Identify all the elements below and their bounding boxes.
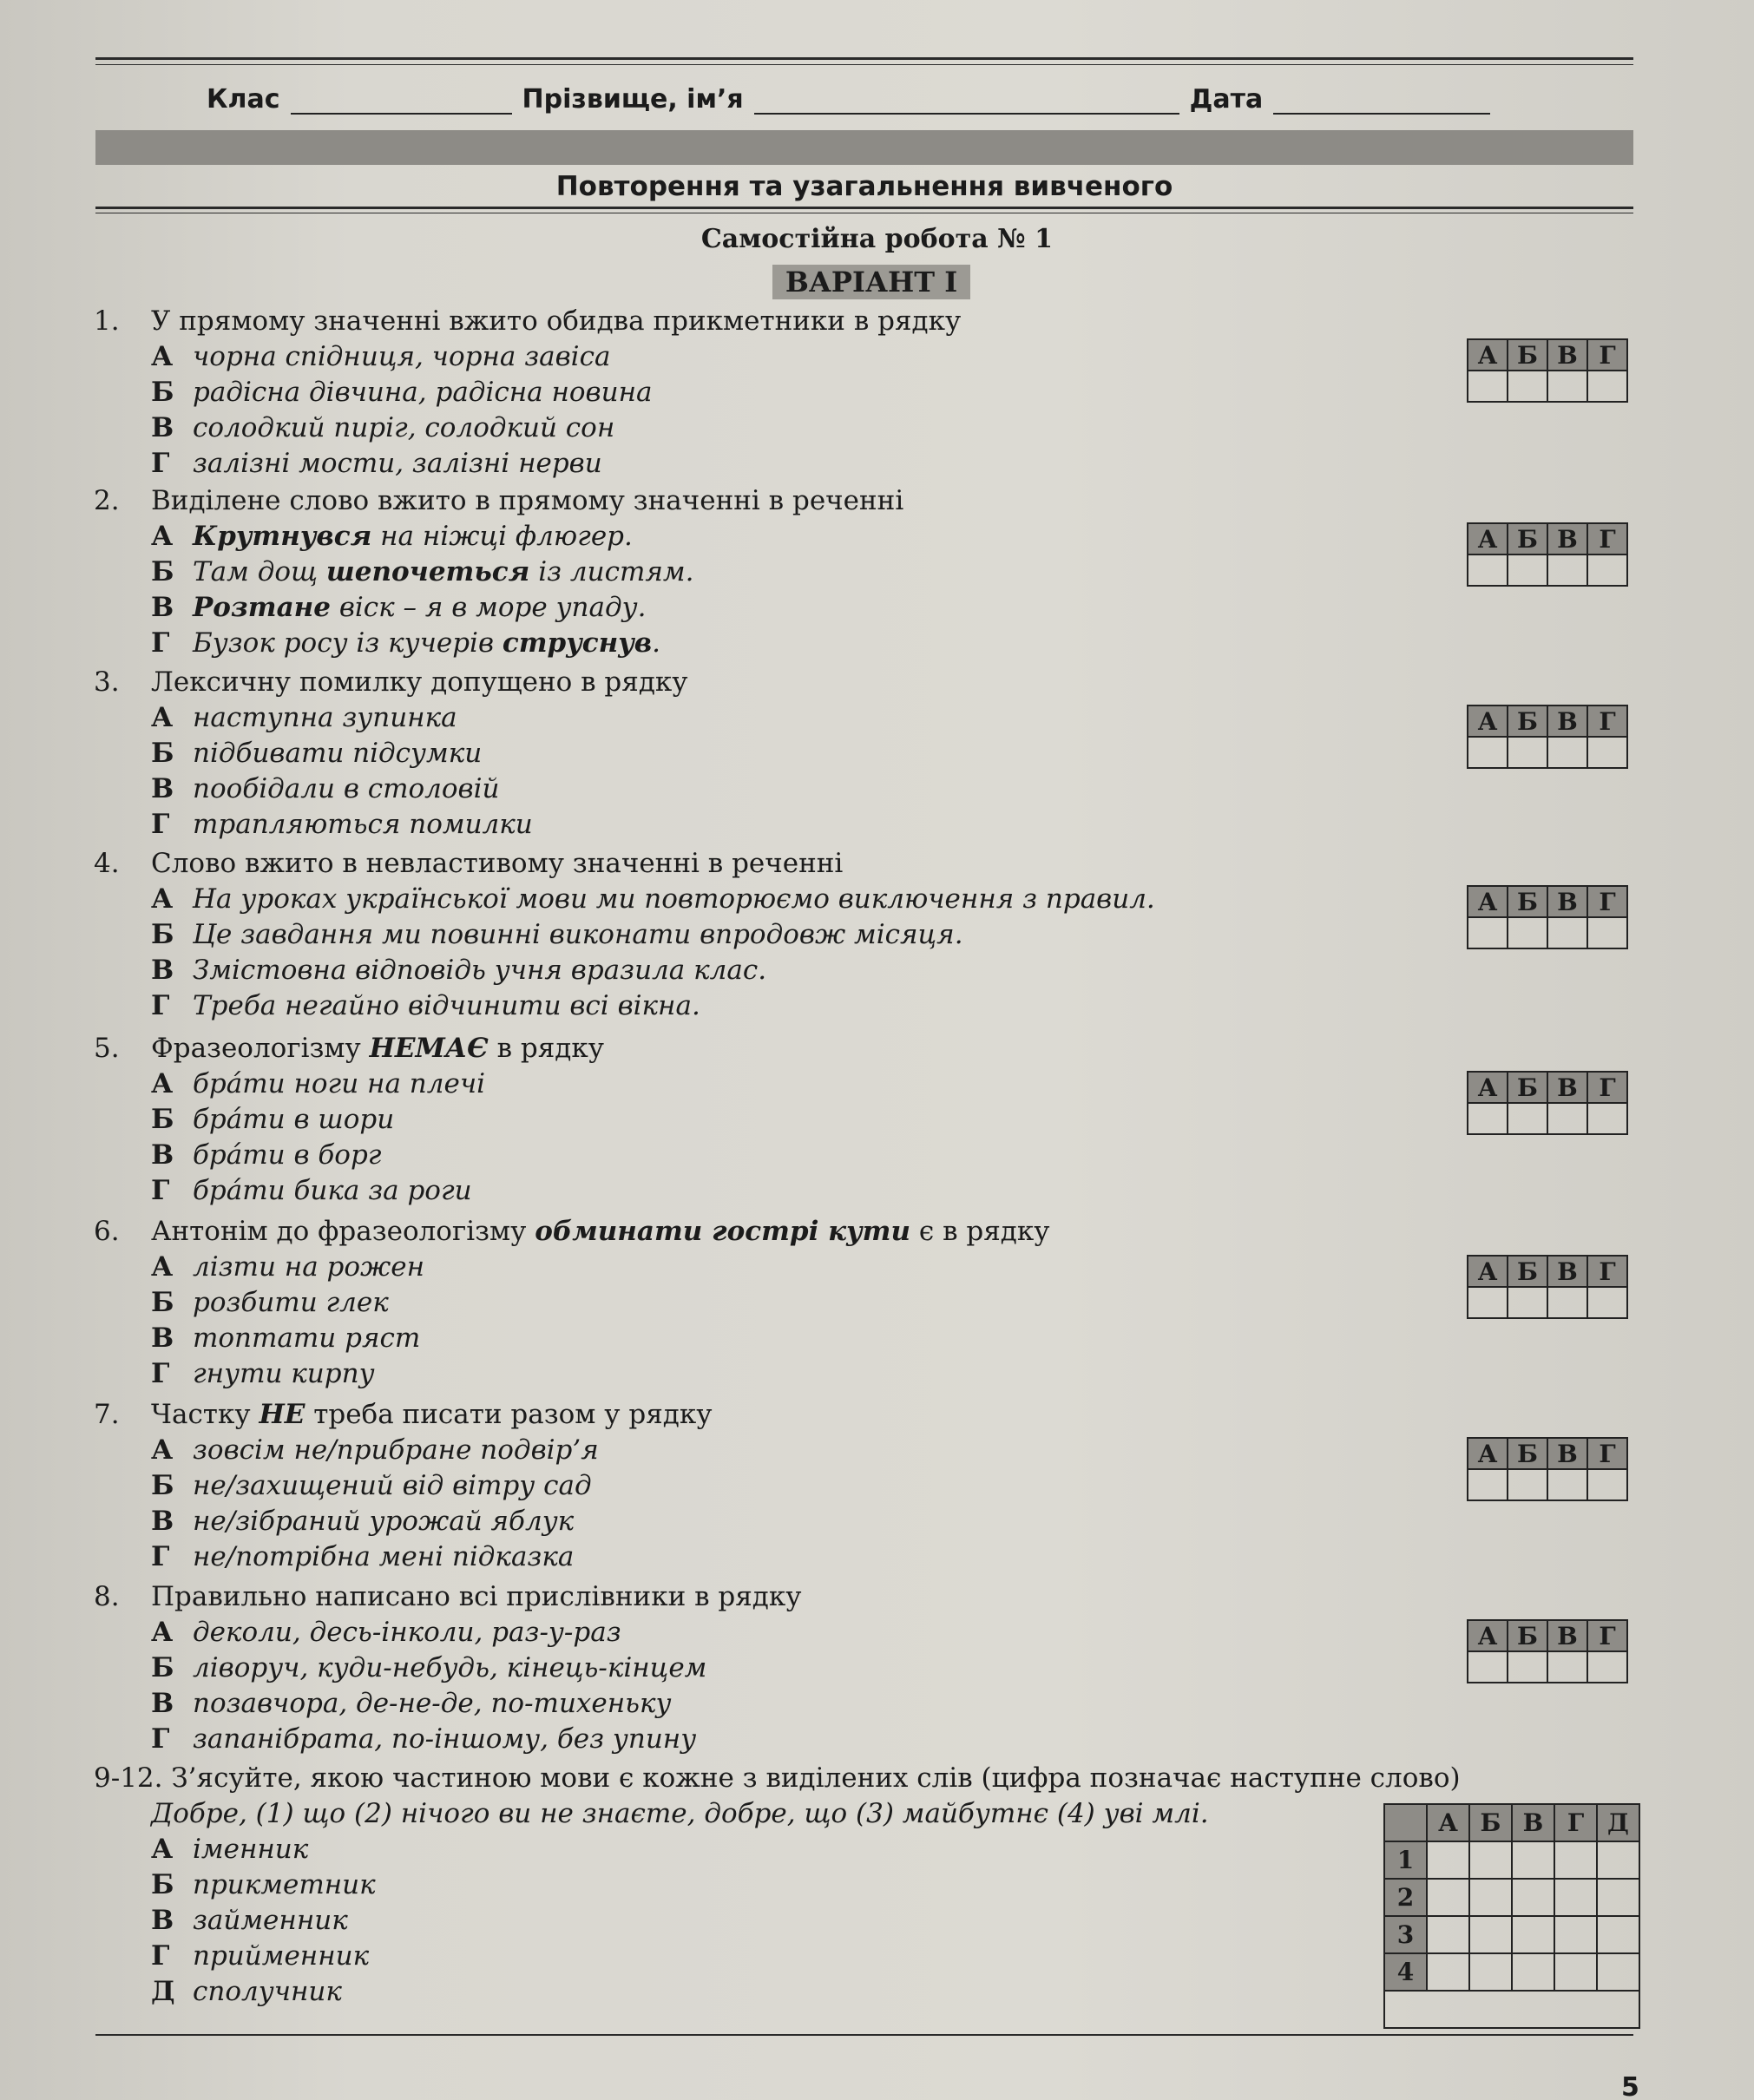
header-band <box>95 130 1633 165</box>
option-letter: Б <box>151 1104 174 1135</box>
top-rule <box>95 57 1633 60</box>
option-c <box>94 590 1569 626</box>
option-a <box>94 519 1569 555</box>
grid-header-a: А <box>1468 523 1508 555</box>
option-letter: В <box>151 1506 174 1537</box>
answer-cell[interactable] <box>1469 1879 1512 1916</box>
option-letter: Г <box>151 1940 170 1972</box>
grid-header-d: Г <box>1587 1256 1627 1287</box>
option-text: прикметник <box>193 1869 376 1900</box>
option-text: чорна спідниця, чорна завіса <box>193 341 611 372</box>
option-text: не/потрібна мені підказка <box>193 1541 575 1572</box>
question-stem: Виділене слово вжито в прямому значенні в реченні <box>151 485 904 516</box>
option-c <box>94 953 1569 988</box>
answer-grid-q8 <box>1467 1619 1628 1683</box>
grid-header-c: В <box>1547 886 1587 917</box>
option-letter: А <box>151 1617 174 1648</box>
class-label: Клас <box>207 84 280 115</box>
question-stem: треба писати разом у рядку <box>305 1399 713 1430</box>
answer-cell[interactable] <box>1547 1651 1587 1683</box>
option-letter: Б <box>151 1652 174 1683</box>
answer-cell[interactable] <box>1587 737 1627 768</box>
question-stem: Фразеологізму <box>151 1033 370 1064</box>
answer-cell[interactable] <box>1508 737 1547 768</box>
option-text: ліворуч, куди-небудь, кінець-кінцем <box>193 1652 707 1683</box>
option-a <box>94 339 1569 375</box>
option-letter: Д <box>151 1976 175 2007</box>
question-stem: З’ясуйте, якою частиною мови є кожне з виділених слів (цифра позначає наступне слово) <box>171 1762 1461 1794</box>
grid-header-d: Г <box>1587 523 1627 555</box>
option-text: бра́ти ноги на плечі <box>193 1068 486 1099</box>
question-1 <box>94 304 1569 482</box>
question-number: 2. <box>94 485 120 516</box>
date-field[interactable] <box>1273 89 1490 115</box>
option-c <box>94 1138 1569 1173</box>
option-b <box>94 736 1569 771</box>
question-number: 6. <box>94 1216 120 1247</box>
option-text: віск – я в море упаду. <box>330 592 647 623</box>
answer-cell[interactable] <box>1468 371 1508 402</box>
option-d <box>94 1356 1569 1392</box>
option-letter: А <box>151 883 174 915</box>
grid-header-a: А <box>1468 1072 1508 1103</box>
answer-cell[interactable] <box>1427 1879 1469 1916</box>
option-b <box>94 1650 1569 1686</box>
answer-cell[interactable] <box>1508 371 1547 402</box>
grid-header-c: В <box>1547 1620 1587 1651</box>
grid-header-a: А <box>1468 1620 1508 1651</box>
option-text: зовсім не/прибране подвір’я <box>193 1434 599 1466</box>
option-letter: Б <box>151 1869 174 1900</box>
question-stem: Слово вжито в невластивому значенні в реченні <box>151 848 844 879</box>
grid-header-d: Г <box>1587 1438 1627 1469</box>
grid-header-b: Б <box>1508 705 1547 737</box>
option-letter: В <box>151 1322 174 1354</box>
answer-grid-q1 <box>1467 338 1628 403</box>
question-number: 9-12. <box>94 1762 163 1794</box>
option-text: сполучник <box>193 1976 342 2007</box>
option-c <box>94 410 1569 446</box>
option-text: гнути кирпу <box>193 1358 375 1389</box>
answer-cell[interactable] <box>1427 1953 1469 1991</box>
grid-row-label: 3 <box>1384 1916 1427 1953</box>
question-2 <box>94 483 1569 661</box>
grid-header-b: Б <box>1508 1438 1547 1469</box>
option-letter: В <box>151 955 174 986</box>
option-text: трапляються помилки <box>193 809 533 840</box>
option-letter: Г <box>151 1358 170 1389</box>
question-number: 3. <box>94 666 120 698</box>
answer-cell[interactable] <box>1554 1953 1597 1991</box>
answer-cell[interactable] <box>1597 1879 1639 1916</box>
answer-cell[interactable] <box>1597 1916 1639 1953</box>
question-stem: Антонім до фразеологізму <box>151 1216 535 1247</box>
grid-header-e: Д <box>1597 1804 1639 1841</box>
grid-header-a: А <box>1468 1438 1508 1469</box>
option-letter: А <box>151 1251 174 1283</box>
question-stem: У прямому значенні вжито обидва прикметники в рядку <box>151 305 962 337</box>
question-number: 5. <box>94 1033 120 1064</box>
option-text: займенник <box>193 1905 348 1936</box>
grid-header-b: Б <box>1508 1256 1547 1287</box>
grid-header-b: Б <box>1508 1072 1547 1103</box>
option-d <box>94 626 1569 661</box>
grid-header-b: Б <box>1469 1804 1512 1841</box>
option-letter: Г <box>151 990 170 1021</box>
option-letter: А <box>151 521 174 552</box>
grid-header-c: В <box>1547 523 1587 555</box>
answer-cell[interactable] <box>1427 1916 1469 1953</box>
option-text: бра́ти в борг <box>193 1139 382 1171</box>
answer-grid-q7 <box>1467 1437 1628 1501</box>
answer-cell[interactable] <box>1554 1916 1597 1953</box>
option-letter: А <box>151 1434 174 1466</box>
option-d <box>94 988 1569 1024</box>
option-letter: Г <box>151 1175 170 1206</box>
answer-cell[interactable] <box>1468 917 1508 948</box>
option-text: топтати ряст <box>193 1322 421 1354</box>
grid-header-d: Г <box>1587 886 1627 917</box>
option-text: радісна дівчина, радісна новина <box>193 377 653 408</box>
name-label: Прізвище, ім’я <box>522 84 744 115</box>
answer-cell[interactable] <box>1597 1841 1639 1879</box>
answer-grid-q2 <box>1467 522 1628 587</box>
option-a <box>94 1433 1569 1468</box>
option-letter: В <box>151 412 174 443</box>
section-title: Повторення та узагальнення вивченого <box>555 171 1173 202</box>
answer-cell[interactable] <box>1547 555 1587 586</box>
option-text: пообідали в столовій <box>193 773 500 804</box>
option-text: підбивати підсумки <box>193 738 483 769</box>
grid-header-c: В <box>1547 1256 1587 1287</box>
answer-cell[interactable] <box>1597 1953 1639 1991</box>
answer-cell[interactable] <box>1547 371 1587 402</box>
question-7 <box>94 1397 1569 1575</box>
answer-cell[interactable] <box>1547 1287 1587 1318</box>
option-letter: В <box>151 592 174 623</box>
question-5 <box>94 1031 1569 1209</box>
option-c <box>94 1686 1569 1722</box>
option-b <box>94 1285 1569 1321</box>
option-letter: А <box>151 702 174 733</box>
answer-cell[interactable] <box>1587 1103 1627 1134</box>
grid-header-a: А <box>1468 705 1508 737</box>
option-letter: Г <box>151 448 170 479</box>
grid-footer-row <box>1384 1991 1639 2028</box>
emphasized-term: НЕМАЄ <box>369 1033 489 1064</box>
answer-cell[interactable] <box>1469 1916 1512 1953</box>
highlighted-word: струснув <box>502 627 653 659</box>
option-text: наступна зупинка <box>193 702 457 733</box>
question-stem: є в рядку <box>910 1216 1050 1247</box>
answer-cell[interactable] <box>1587 371 1627 402</box>
answer-cell[interactable] <box>1469 1841 1512 1879</box>
answer-cell[interactable] <box>1468 1287 1508 1318</box>
grid-header-b: Б <box>1508 339 1547 371</box>
option-text: деколи, десь-інколи, раз-у-раз <box>193 1617 621 1648</box>
option-text: не/захищений від вітру сад <box>193 1470 592 1501</box>
student-info-row <box>207 80 1526 115</box>
question-6 <box>94 1214 1569 1392</box>
answer-cell[interactable] <box>1468 1651 1508 1683</box>
option-b <box>94 555 1569 590</box>
option-letter: А <box>151 1068 174 1099</box>
option-text: Це завдання ми повинні виконати впродовж місяця. <box>193 919 963 950</box>
grid-header-a: А <box>1468 339 1508 371</box>
answer-cell[interactable] <box>1508 1287 1547 1318</box>
option-d <box>94 1722 1569 1757</box>
answer-cell[interactable] <box>1508 555 1547 586</box>
answer-cell[interactable] <box>1468 1103 1508 1134</box>
grid-row-label: 4 <box>1384 1953 1427 1991</box>
answer-cell[interactable] <box>1468 555 1508 586</box>
answer-grid-q3 <box>1467 705 1628 769</box>
answer-cell[interactable] <box>1512 1953 1554 1991</box>
grid-header-a: А <box>1468 886 1508 917</box>
option-text: не/зібраний урожай яблук <box>193 1506 575 1537</box>
option-text: Треба негайно відчинити всі вікна. <box>193 990 700 1021</box>
question-stem: Лексичну помилку допущено в рядку <box>151 666 688 698</box>
option-b <box>94 1102 1569 1138</box>
answer-cell[interactable] <box>1547 737 1587 768</box>
option-c <box>94 1321 1569 1356</box>
option-text: солодкий пиріг, солодкий сон <box>193 412 615 443</box>
emphasized-term: обминати гострі кути <box>535 1216 911 1247</box>
grid-header-c: В <box>1547 1072 1587 1103</box>
question-3 <box>94 665 1569 843</box>
question-number: 8. <box>94 1581 120 1612</box>
option-text: запанібрата, по-іншому, без упину <box>193 1723 697 1755</box>
grid-header-d: Г <box>1587 1072 1627 1103</box>
answer-cell[interactable] <box>1547 917 1587 948</box>
option-text: Там дощ <box>193 556 326 587</box>
option-d <box>94 807 1569 843</box>
option-b <box>94 1468 1569 1504</box>
answer-cell[interactable] <box>1547 1469 1587 1500</box>
answer-cell[interactable] <box>1427 1841 1469 1879</box>
question-4 <box>94 846 1569 1024</box>
class-field[interactable] <box>291 89 512 115</box>
name-field[interactable] <box>754 89 1179 115</box>
answer-cell[interactable] <box>1512 1841 1554 1879</box>
answer-cell[interactable] <box>1587 917 1627 948</box>
option-text: бра́ти в шори <box>193 1104 395 1135</box>
option-letter: А <box>151 1834 174 1865</box>
answer-cell[interactable] <box>1587 555 1627 586</box>
option-letter: Б <box>151 1287 174 1318</box>
option-text: лізти на рожен <box>193 1251 425 1283</box>
answer-cell[interactable] <box>1554 1879 1597 1916</box>
option-text: бра́ти бика за роги <box>193 1175 472 1206</box>
task-sentence-text: Добре, (1) що (2) нічого ви не знаєте, добре, що (3) майбутнє (4) уві млі. <box>151 1798 1209 1829</box>
emphasized-term: НЕ <box>259 1399 305 1430</box>
answer-grid-9-12 <box>1383 1803 1640 2029</box>
grid-header-c: В <box>1547 1438 1587 1469</box>
grid-header-d: Г <box>1587 1620 1627 1651</box>
option-d <box>94 446 1569 482</box>
top-rule-thin <box>95 64 1633 65</box>
grid-header-b: Б <box>1508 886 1547 917</box>
option-text: Змістовна відповідь учня вразила клас. <box>193 955 767 986</box>
answer-cell[interactable] <box>1547 1103 1587 1134</box>
highlighted-word: Розтане <box>193 592 331 623</box>
grid-row-label: 1 <box>1384 1841 1427 1879</box>
variant-badge: ВАРІАНТ І <box>772 265 970 299</box>
option-b <box>94 917 1569 953</box>
option-a <box>94 1250 1569 1285</box>
option-letter: Б <box>151 919 174 950</box>
question-8 <box>94 1579 1569 1757</box>
option-letter: Б <box>151 738 174 769</box>
grid-header-c: В <box>1512 1804 1554 1841</box>
grid-header-b: Б <box>1508 1620 1547 1651</box>
option-d <box>94 1173 1569 1209</box>
option-a <box>94 1615 1569 1650</box>
option-letter: А <box>151 341 174 372</box>
option-text: розбити глек <box>193 1287 389 1318</box>
option-letter: Б <box>151 1470 174 1501</box>
option-text: прийменник <box>193 1940 370 1972</box>
option-text: Бузок росу із кучерів <box>193 627 503 659</box>
answer-cell[interactable] <box>1468 1469 1508 1500</box>
option-letter: В <box>151 1905 174 1936</box>
title-rule <box>95 207 1633 209</box>
option-text: із листям. <box>529 556 694 587</box>
option-a <box>94 1066 1569 1102</box>
option-letter: Г <box>151 627 170 659</box>
option-a <box>94 700 1569 736</box>
answer-cell[interactable] <box>1469 1953 1512 1991</box>
highlighted-word: Крутнувся <box>193 521 372 552</box>
page-number: 5 <box>1621 2072 1639 2100</box>
option-letter: В <box>151 1139 174 1171</box>
answer-cell[interactable] <box>1508 1103 1547 1134</box>
option-text: залізні мости, залізні нерви <box>193 448 602 479</box>
answer-cell[interactable] <box>1508 917 1547 948</box>
answer-cell[interactable] <box>1508 1651 1547 1683</box>
answer-cell[interactable] <box>1512 1916 1554 1953</box>
option-letter: Г <box>151 1723 170 1755</box>
option-text: позавчора, де-не-де, по-тихеньку <box>193 1688 672 1719</box>
option-c <box>94 771 1569 807</box>
grid-corner <box>1384 1804 1427 1841</box>
option-d <box>94 1539 1569 1575</box>
option-text: іменник <box>193 1834 309 1865</box>
date-label: Дата <box>1189 84 1264 115</box>
work-title: Самостійна робота № 1 <box>700 224 1054 254</box>
option-letter: Б <box>151 556 174 587</box>
option-c <box>94 1504 1569 1539</box>
option-letter: В <box>151 773 174 804</box>
answer-cell[interactable] <box>1508 1469 1547 1500</box>
answer-grid-q4 <box>1467 885 1628 949</box>
answer-cell[interactable] <box>1587 1287 1627 1318</box>
answer-cell[interactable] <box>1468 737 1508 768</box>
option-text: на ніжці флюгер. <box>371 521 633 552</box>
question-number: 1. <box>94 305 120 337</box>
highlighted-word: шепочеться <box>325 556 530 587</box>
grid-header-d: Г <box>1587 339 1627 371</box>
grid-header-a: А <box>1468 1256 1508 1287</box>
option-text: . <box>652 627 661 659</box>
answer-cell[interactable] <box>1587 1651 1627 1683</box>
option-b <box>94 375 1569 410</box>
question-stem: Правильно написано всі прислівники в рядку <box>151 1581 802 1612</box>
grid-header-c: В <box>1547 705 1587 737</box>
question-number: 4. <box>94 848 120 879</box>
question-stem: в рядку <box>488 1033 605 1064</box>
grid-header-a: А <box>1427 1804 1469 1841</box>
answer-cell[interactable] <box>1554 1841 1597 1879</box>
question-stem: Частку <box>151 1399 259 1430</box>
option-a <box>94 882 1569 917</box>
option-letter: Б <box>151 377 174 408</box>
bottom-rule <box>95 2034 1633 2036</box>
grid-header-d: Г <box>1554 1804 1597 1841</box>
option-text: На уроках української мови ми повторюємо виключення з правил. <box>193 883 1155 915</box>
question-number: 7. <box>94 1399 120 1430</box>
answer-grid-q6 <box>1467 1255 1628 1319</box>
answer-cell[interactable] <box>1512 1879 1554 1916</box>
grid-header-b: Б <box>1508 523 1547 555</box>
option-letter: В <box>151 1688 174 1719</box>
answer-grid-q5 <box>1467 1071 1628 1135</box>
grid-header-c: В <box>1547 339 1587 371</box>
grid-row-label: 2 <box>1384 1879 1427 1916</box>
option-letter: Г <box>151 1541 170 1572</box>
grid-header-d: Г <box>1587 705 1627 737</box>
option-letter: Г <box>151 809 170 840</box>
answer-cell[interactable] <box>1587 1469 1627 1500</box>
